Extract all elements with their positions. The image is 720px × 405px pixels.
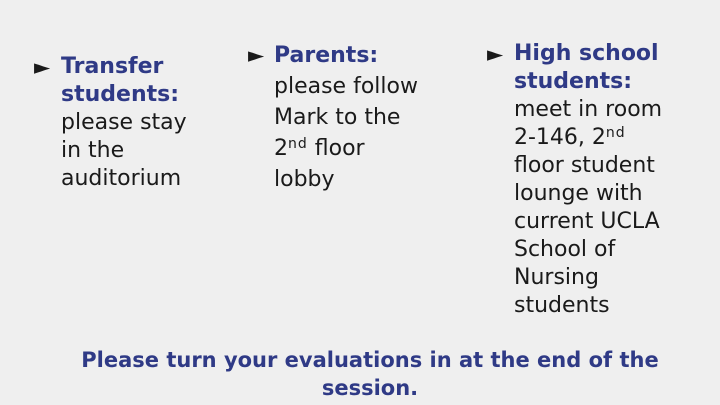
heading-line: students:: [61, 82, 180, 107]
body-line: School of: [514, 237, 616, 262]
body-line: students: [514, 293, 610, 318]
ordinal-suffix: nd: [288, 136, 308, 152]
parents-note: [274, 40, 464, 195]
footer-line: session.: [321, 376, 419, 400]
ordinal-suffix: nd: [605, 125, 626, 141]
body-line: in the: [61, 138, 125, 163]
body-line: meet in room: [514, 97, 663, 122]
heading-line: Parents:: [274, 43, 379, 68]
room-line: [514, 124, 714, 152]
body-line: lobby: [274, 167, 335, 192]
bullet-icon: ►: [487, 42, 504, 66]
footer-line: Please turn your evaluations in at the end of the: [81, 348, 659, 372]
high-school-students-note: [514, 40, 714, 320]
ordinal-base: 2-146, 2: [514, 125, 606, 150]
body-line: Nursing: [514, 265, 599, 290]
heading-line: Transfer: [61, 54, 164, 79]
body-line: auditorium: [61, 166, 182, 191]
heading-line: High school: [514, 41, 659, 66]
body-line: please follow: [274, 74, 418, 99]
bullet-icon: ►: [248, 43, 265, 67]
heading-line: students:: [514, 69, 633, 94]
ordinal-base: 2: [274, 136, 288, 161]
floor-line: [274, 133, 464, 164]
body-line: lounge with: [514, 181, 643, 206]
body-line: current UCLA: [514, 209, 660, 234]
transfer-students-note: [61, 53, 221, 193]
bullet-icon: ►: [34, 55, 51, 79]
ordinal-rest: floor: [307, 136, 365, 161]
evaluations-reminder: [0, 346, 720, 402]
body-line: floor student: [514, 153, 655, 178]
body-line: Mark to the: [274, 105, 401, 130]
body-line: please stay: [61, 110, 187, 135]
